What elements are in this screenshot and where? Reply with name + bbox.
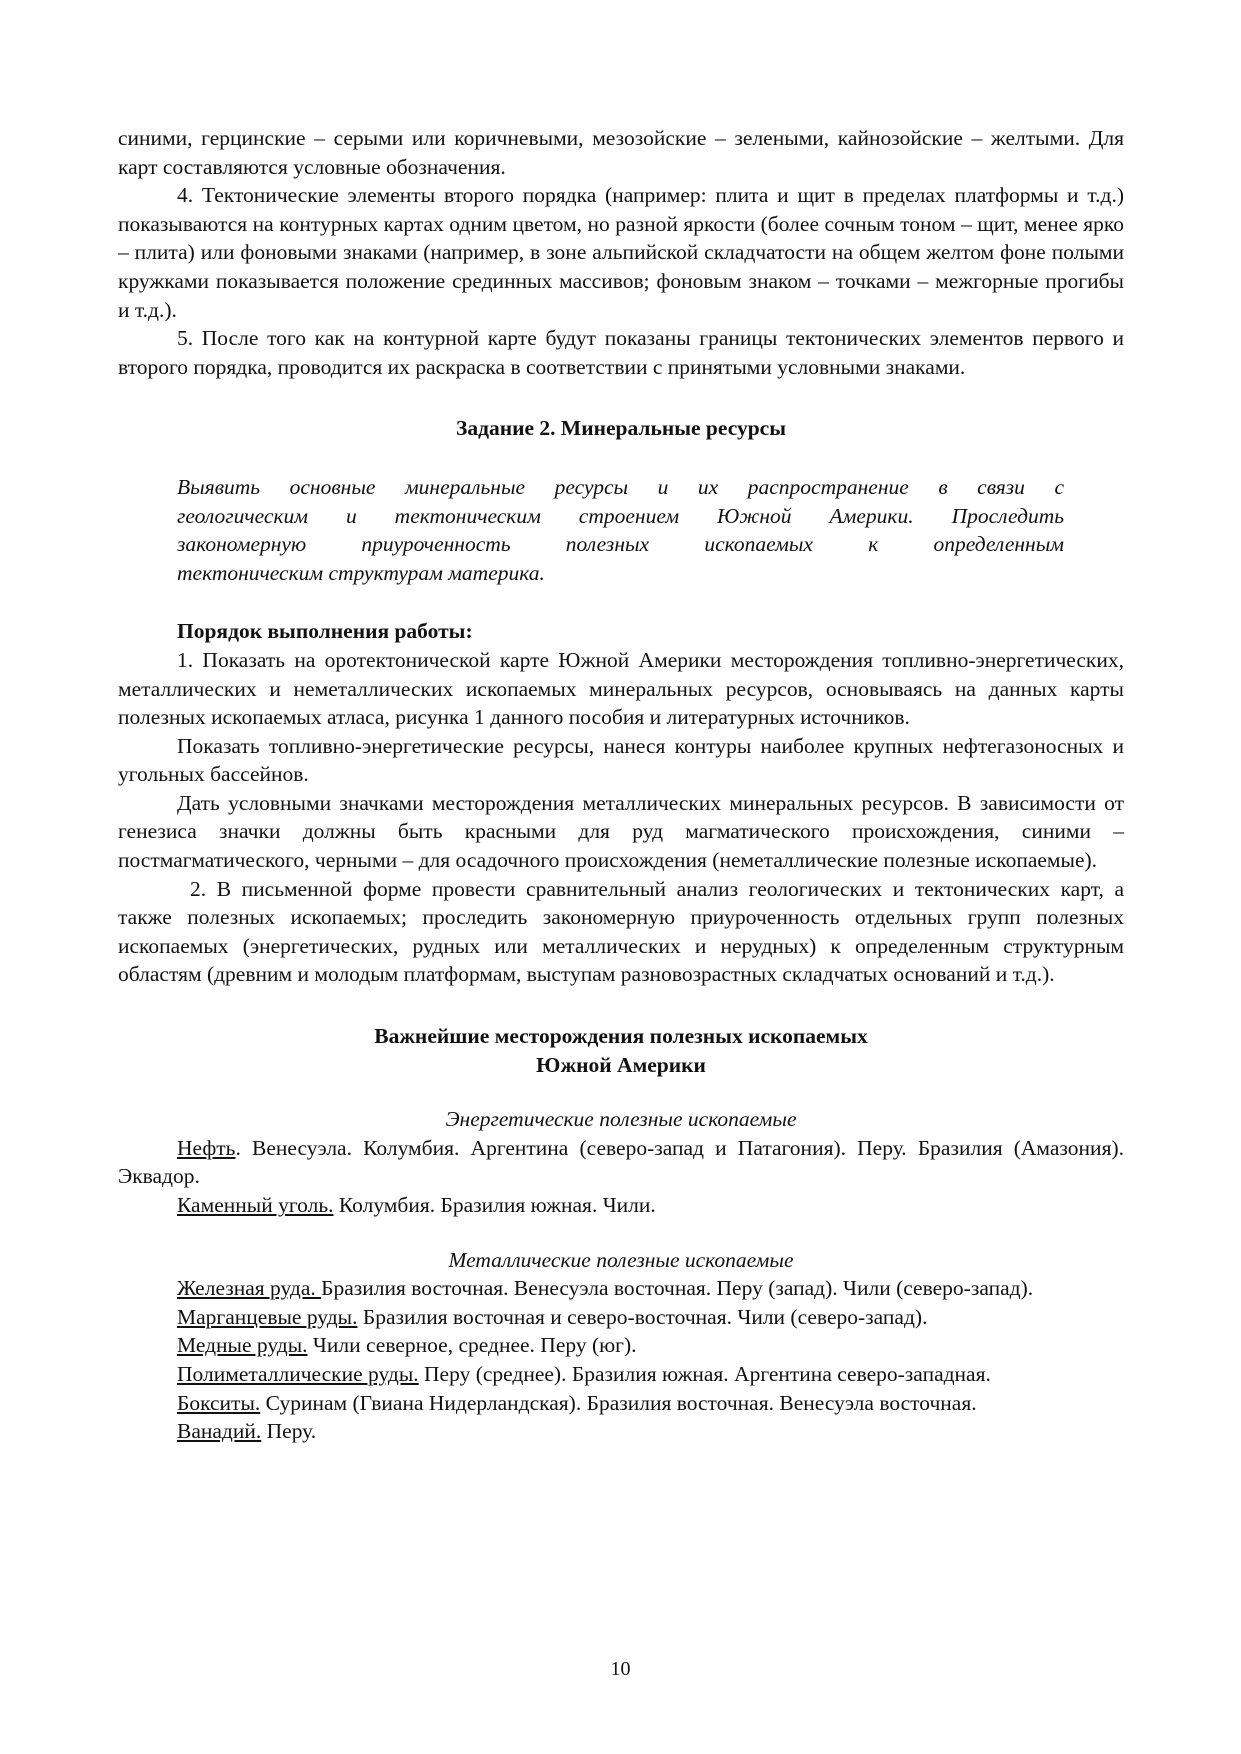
deposit-label: Полиметаллические руды. xyxy=(177,1361,419,1386)
deposit-text: Бразилия восточная и северо-восточная. Чили (северо-запад). xyxy=(357,1304,928,1329)
deposit-label: Марганцевые руды. xyxy=(177,1304,358,1329)
task-2-goal-line: тектоническим структурам материка. xyxy=(177,560,545,585)
deposit-text: . Венесуэла. Колумбия. Аргентина (северо-запад и Патагония). Перу. Бразилия (Амазония). Эквадор. xyxy=(118,1135,1124,1189)
procedure-step-1: 1. Показать на оротектонической карте Южной Америки месторождения топливно-энергетических, металлических и неметаллических ископаемых минеральных ресурсов, основываясь на данных карты полезных ископаемых атласа, рисунка 1 данного пособия и литературных источников. xyxy=(118,647,1124,730)
deposit-item xyxy=(118,1417,1124,1446)
deposit-item xyxy=(118,1134,1124,1191)
deposit-label: Бокситы. xyxy=(177,1390,261,1415)
procedure-step-2: 2. В письменной форме провести сравнительный анализ геологических и тектонических карт, а также полезных ископаемых; проследить закономерную приуроченность отдельных групп полезных ископаемых (энергетических, рудных или металлических и нерудных) к определенным структурным областям (древним и молодым платформам, выступам разновозрастных складчатых оснований и т.д.). xyxy=(118,876,1124,987)
procedure-step-1-fuel: Показать топливно-энергетические ресурсы, нанеся контуры наиболее крупных нефтегазоносных и угольных бассейнов. xyxy=(118,733,1124,787)
deposits-heading-line-1: Важнейшие месторождения полезных ископаемых xyxy=(374,1024,868,1049)
task-2-heading: Задание 2. Минеральные ресурсы xyxy=(455,416,786,441)
deposit-label: Железная руда. xyxy=(177,1276,322,1301)
procedure-step-1-metal: Дать условными значками месторождения металлических минеральных ресурсов. В зависимости от генезиса значки должны быть красными для руд магматического происхождения, синими – постмагматического, черными – для осадочного происхождения (неметаллические полезные ископаемые). xyxy=(118,790,1124,873)
deposit-text: Бразилия восточная. Венесуэла восточная. Перу (запад). Чили (северо-запад). xyxy=(321,1276,1034,1301)
paragraph-item-4: 4. Тектонические элементы второго порядка (например: плита и щит в пределах платформы и т.д.) показываются на контурных картах одним цветом, но разной яркости (более сочным тоном – щит, менее ярко – плита) или фоновыми знаками (например, в зоне альпийской складчатости на общем желтом фоне полыми кружками показывается положение срединных массивов; фоновым знаком – точками – межгорные прогибы и т.д.). xyxy=(118,183,1124,322)
deposits-heading-line-2: Южной Америки xyxy=(536,1052,706,1077)
deposit-label: Каменный уголь. xyxy=(177,1193,334,1217)
deposit-item xyxy=(118,1274,1124,1303)
page-content xyxy=(118,124,1124,1446)
deposit-item xyxy=(118,1331,1124,1360)
deposit-item xyxy=(118,1360,1124,1389)
task-2-goal-line: Выявить основные минеральные ресурсы и их распространение в связи с xyxy=(177,474,1064,499)
deposit-item xyxy=(118,1191,1124,1220)
energy-section-title: Энергетические полезные ископаемые xyxy=(445,1107,797,1132)
deposit-text: Перу. xyxy=(261,1419,317,1444)
task-2-goal xyxy=(177,473,1064,587)
deposit-item xyxy=(118,1303,1124,1332)
deposit-text: Перу (среднее). Бразилия южная. Аргентина северо-западная. xyxy=(418,1361,991,1386)
deposits-heading xyxy=(118,1022,1124,1079)
deposit-label: Нефть xyxy=(177,1135,236,1160)
procedure-heading: Порядок выполнения работы: xyxy=(177,619,473,644)
task-2-goal-line: геологическим и тектоническим строением Южной Америки. Проследить xyxy=(177,503,1064,528)
deposit-item xyxy=(118,1389,1124,1418)
page-number: 10 xyxy=(610,1658,631,1680)
task-2-goal-line: закономерную приуроченность полезных ископаемых к определенным xyxy=(177,532,1064,557)
deposit-text: Чили северное, среднее. Перу (юг). xyxy=(307,1333,637,1358)
deposit-text: Колумбия. Бразилия южная. Чили. xyxy=(333,1193,656,1217)
deposit-label: Ванадий. xyxy=(177,1419,262,1444)
metal-section-title: Металлические полезные ископаемые xyxy=(448,1247,794,1272)
paragraph-continuation: синими, герцинские – серыми или коричневыми, мезозойские – зелеными, кайнозойские – желтыми. Для карт составляются условные обозначения. xyxy=(118,126,1124,179)
deposit-label: Медные руды. xyxy=(177,1333,308,1358)
deposit-text: Суринам (Гвиана Нидерландская). Бразилия восточная. Венесуэла восточная. xyxy=(260,1390,977,1415)
paragraph-item-5: 5. После того как на контурной карте будут показаны границы тектонических элементов первого и второго порядка, проводится их раскраска в соответствии с принятыми условными знаками. xyxy=(118,326,1124,379)
